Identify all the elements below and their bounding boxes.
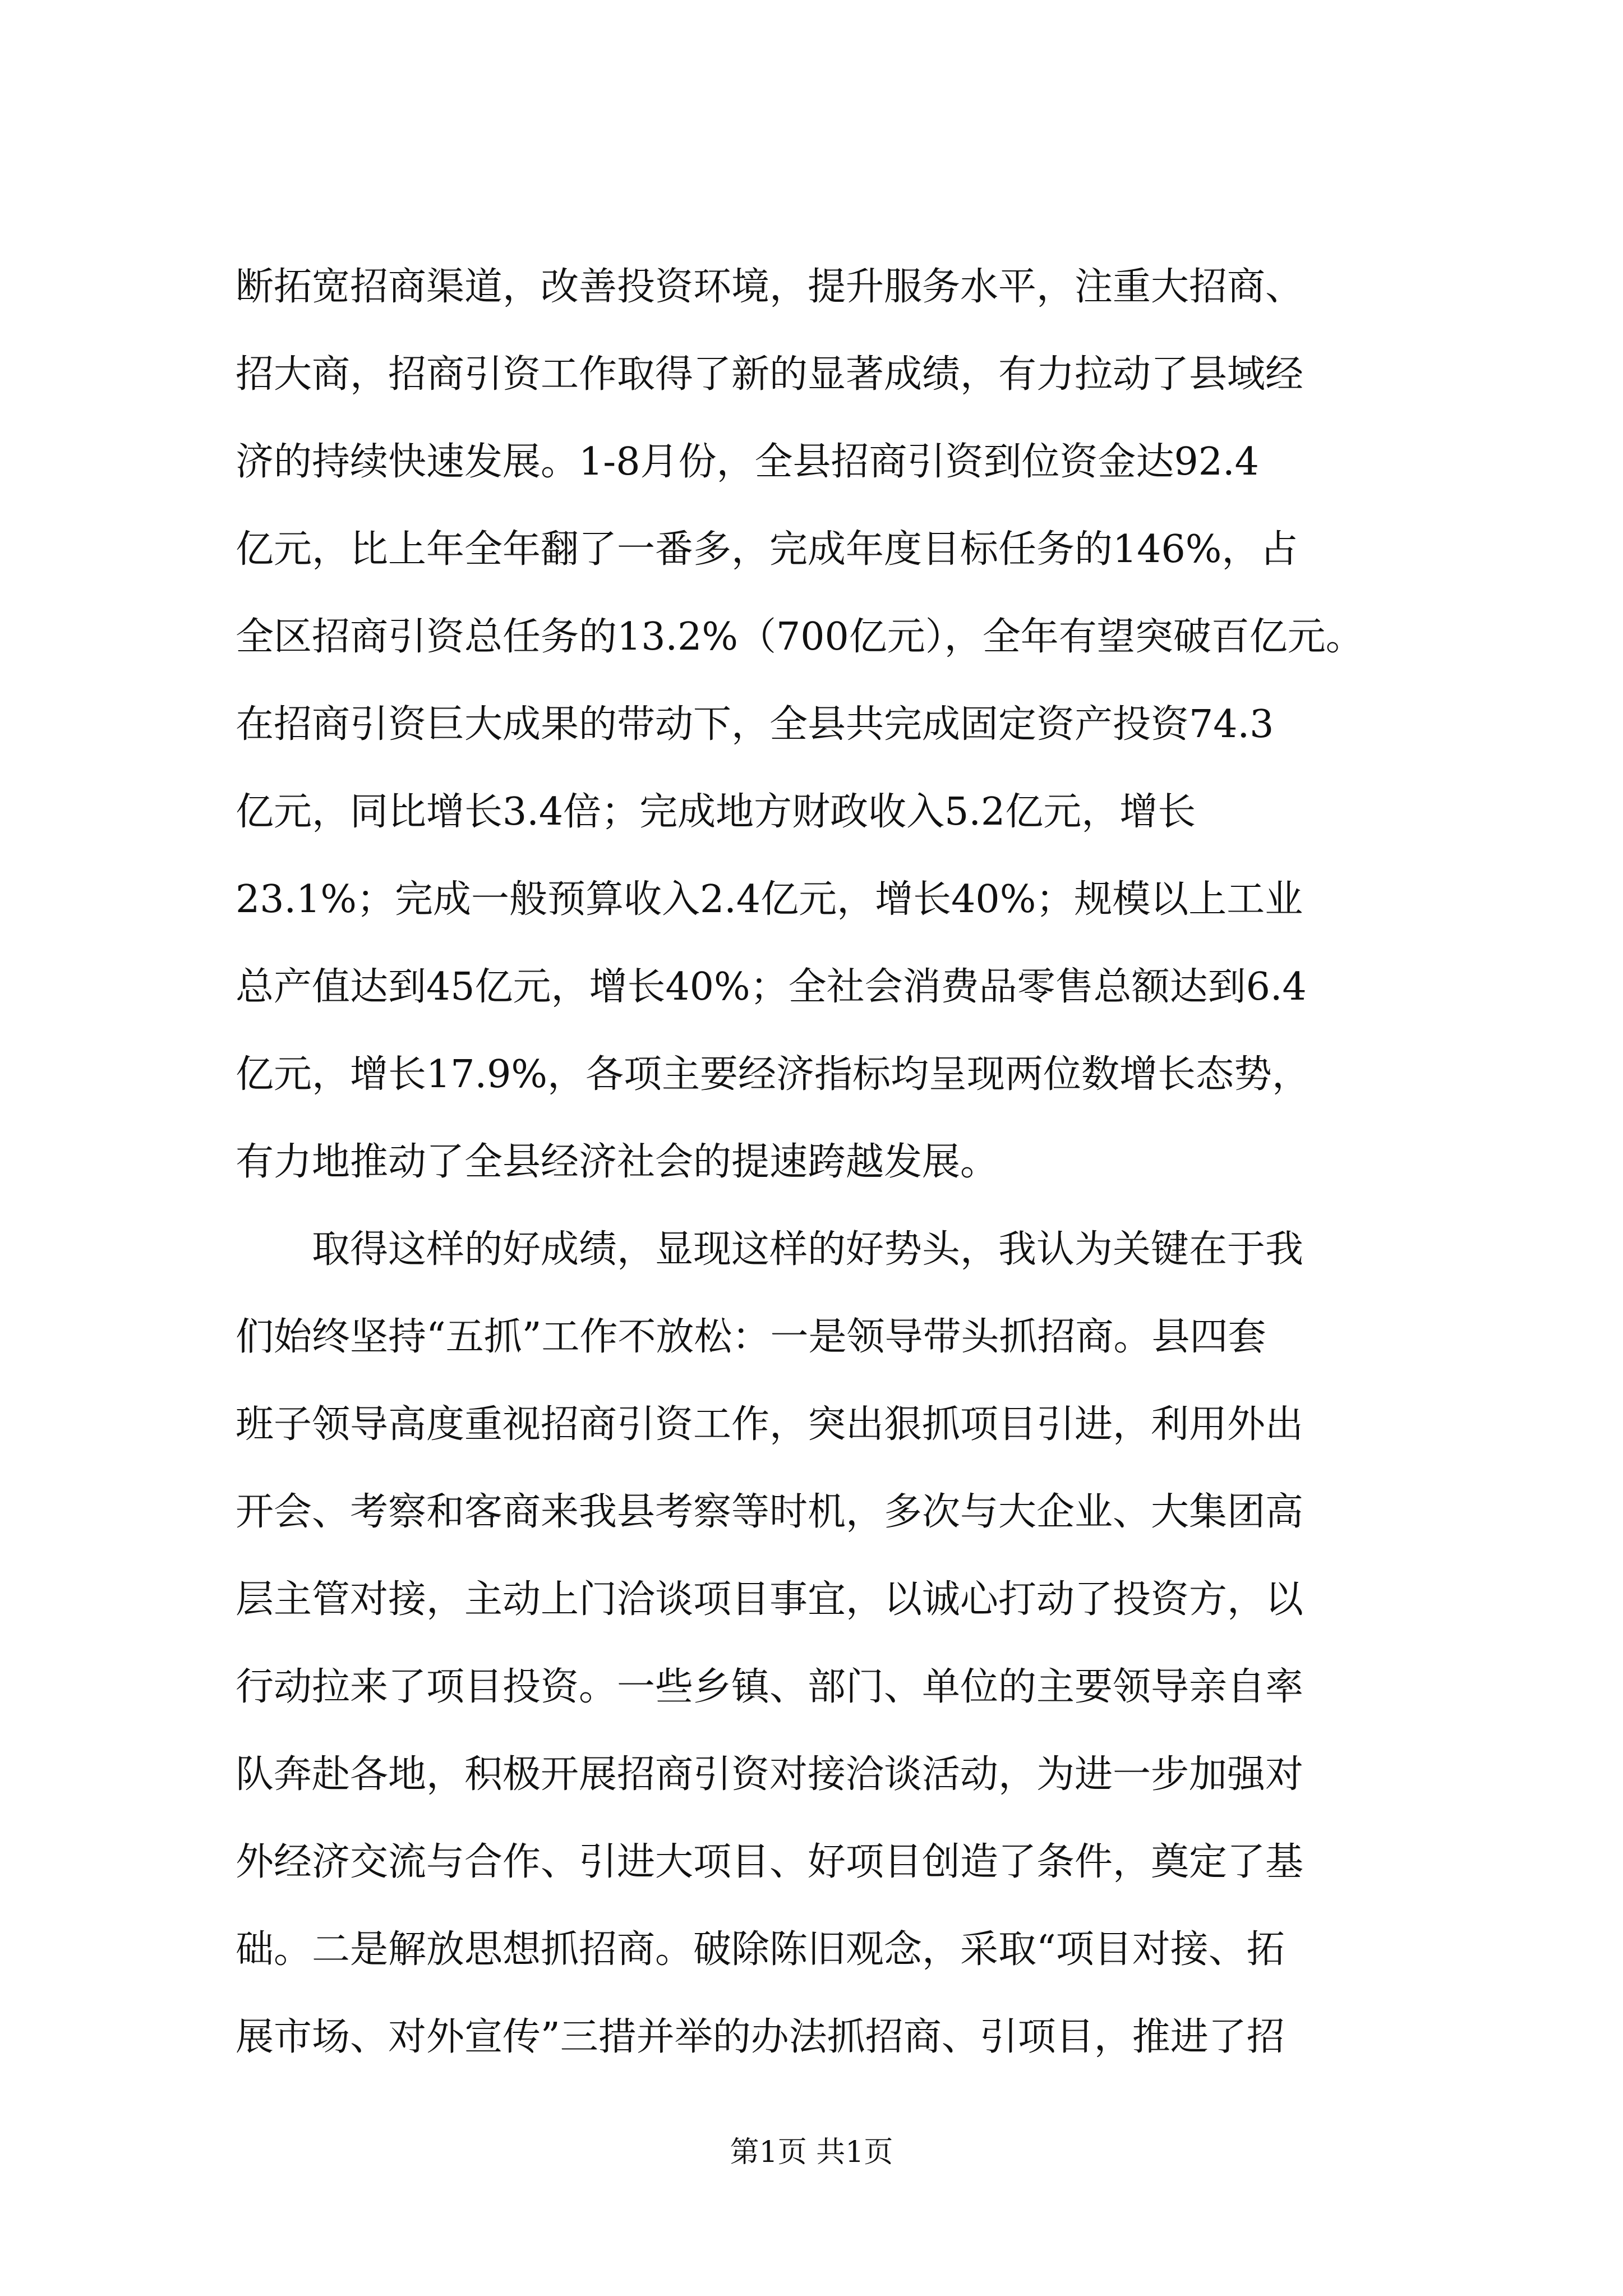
text-line: 取得这样的好成绩，显现这样的好势头，我认为关键在于我 [236, 1227, 1304, 1272]
text-line: 23.1%；完成一般预算收入2.4亿元，增长40%；规模以上工业 [236, 877, 1303, 922]
text-line: 队奔赴各地，积极开展招商引资对接洽谈活动，为进一步加强对 [236, 1752, 1304, 1797]
text-line: 亿元，比上年全年翻了一番多，完成年度目标任务的146%，占 [236, 527, 1298, 572]
text-line: 亿元，增长17.9%，各项主要经济指标均呈现两位数增长态势， [236, 1052, 1311, 1097]
text-line: 开会、考察和客商来我县考察等时机，多次与大企业、大集团高 [236, 1490, 1304, 1534]
text-line: 班子领导高度重视招商引资工作，突出狠抓项目引进，利用外出 [236, 1402, 1304, 1447]
text-line: 总产值达到45亿元，增长40%；全社会消费品零售总额达到6.4 [236, 965, 1307, 1009]
text-line: 断拓宽招商渠道，改善投资环境，提升服务水平，注重大招商、 [236, 265, 1304, 309]
text-line: 们始终坚持“五抓”工作不放松：一是领导带头抓招商。县四套 [236, 1315, 1266, 1359]
text-line: 在招商引资巨大成果的带动下，全县共完成固定资产投资74.3 [236, 702, 1274, 747]
text-line: 展市场、对外宣传”三措并举的办法抓招商、引项目，推进了招 [236, 2015, 1285, 2059]
text-line: 础。二是解放思想抓招商。破除陈旧观念，采取“项目对接、拓 [236, 1927, 1285, 1972]
text-line: 亿元，同比增长3.4倍；完成地方财政收入5.2亿元，增长 [236, 790, 1196, 834]
body-text [236, 243, 1424, 2081]
text-line: 行动拉来了项目投资。一些乡镇、部门、单位的主要领导亲自率 [236, 1665, 1304, 1709]
text-line: 全区招商引资总任务的13.2%（700亿元），全年有望突破百亿元。 [236, 615, 1364, 659]
text-line: 济的持续快速发展。1-8月份，全县招商引资到位资金达92.4 [236, 440, 1259, 484]
text-line: 外经济交流与合作、引进大项目、好项目创造了条件，奠定了基 [236, 1840, 1304, 1884]
text-line: 有力地推动了全县经济社会的提速跨越发展。 [236, 1140, 999, 1184]
text-line: 层主管对接，主动上门洽谈项目事宜，以诚心打动了投资方，以 [236, 1577, 1304, 1622]
text-line: 招大商，招商引资工作取得了新的显著成绩，有力拉动了县域经 [236, 352, 1304, 397]
page-footer: 第1页 共1页 [730, 2136, 893, 2169]
